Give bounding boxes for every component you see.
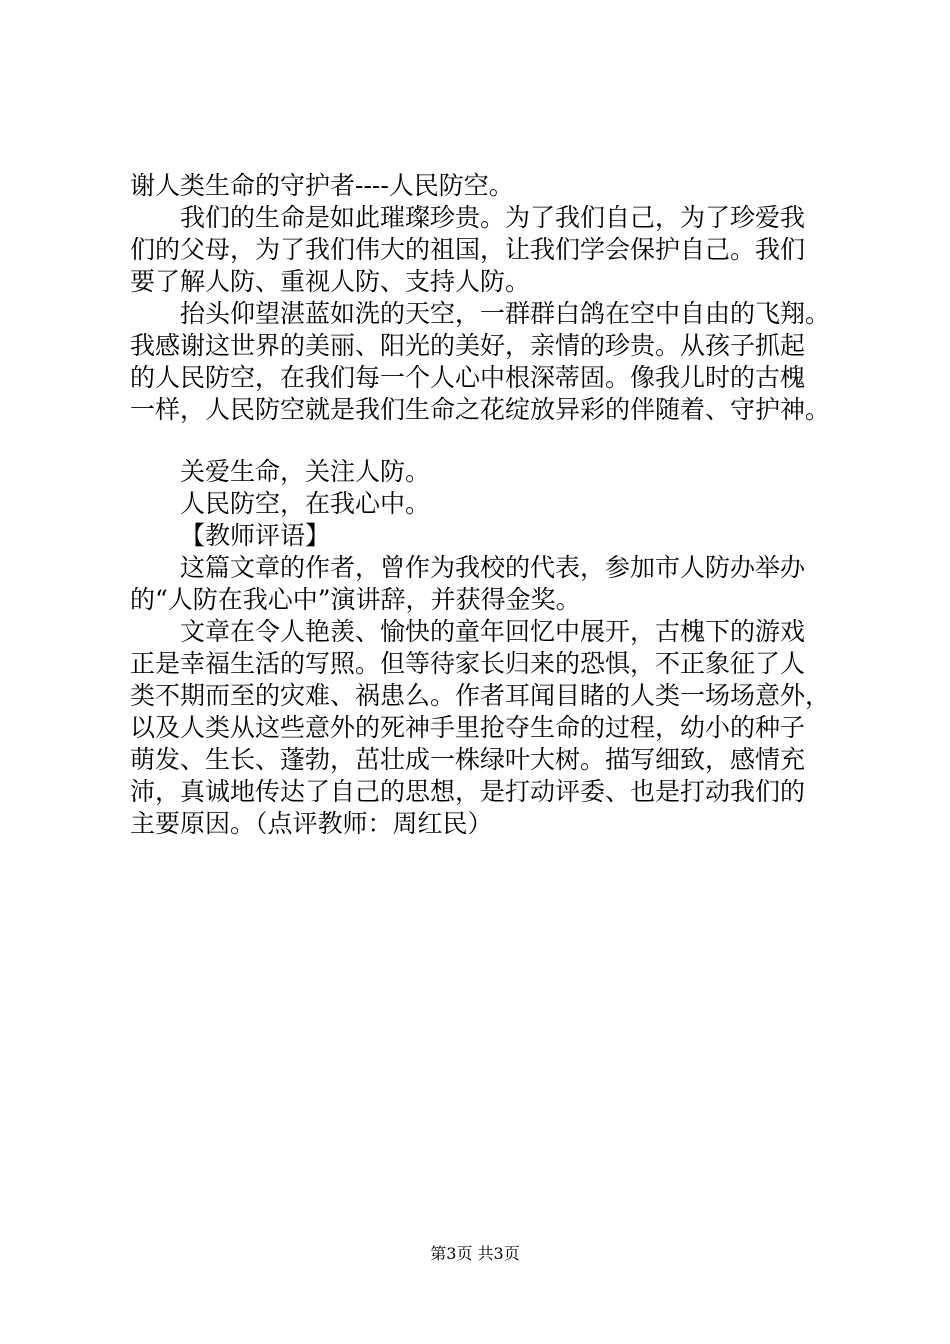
text-line: 一样，人民防空就是我们生命之花绽放异彩的伴随着、守护神。 bbox=[130, 395, 831, 424]
text-line: 的人民防空，在我们每一个人心中根深蒂固。像我儿时的古槐 bbox=[130, 363, 806, 392]
document-body bbox=[130, 170, 830, 840]
text-line: 人民防空，在我心中。 bbox=[180, 489, 431, 518]
text-line: 的“人防在我心中”演讲辞，并获得金奖。 bbox=[130, 585, 581, 614]
text-line: 类不期而至的灾难、祸患么。作者耳闻目睹的人类一场场意外， bbox=[130, 681, 831, 710]
text-line: 主要原因。（点评教师：周红民） bbox=[130, 809, 493, 838]
paragraph-5 bbox=[130, 488, 830, 520]
paragraph-3 bbox=[130, 298, 830, 426]
text-line: 要了解人防、重视人防、支持人防。 bbox=[130, 267, 531, 296]
text-line: 谢人类生命的守护者----人民防空。 bbox=[130, 171, 514, 200]
text-line: 【教师评语】 bbox=[180, 521, 331, 550]
paragraph-7 bbox=[130, 552, 830, 616]
text-line: 文章在令人艳羡、愉快的童年回忆中展开，古槐下的游戏 bbox=[180, 617, 806, 646]
paragraph-8 bbox=[130, 616, 830, 840]
text-line: 沛，真诚地传达了自己的思想，是打动评委、也是打动我们的 bbox=[130, 777, 806, 806]
text-line: 萌发、生长、蓬勃，茁壮成一株绿叶大树。描写细致，感情充 bbox=[130, 745, 806, 774]
text-line: 抬头仰望湛蓝如洗的天空，一群群白鸽在空中自由的飞翔。 bbox=[180, 299, 831, 328]
text-line: 正是幸福生活的写照。但等待家长归来的恐惧，不正象征了人 bbox=[130, 649, 806, 678]
text-line: 我感谢这世界的美丽、阳光的美好，亲情的珍贵。从孩子抓起 bbox=[130, 331, 806, 360]
paragraph-spacer bbox=[130, 426, 830, 456]
text-line: 关爱生命，关注人防。 bbox=[180, 457, 431, 486]
text-line: 以及人类从这些意外的死神手里抢夺生命的过程，幼小的种子 bbox=[130, 713, 806, 742]
page-footer: 第3页 共3页 bbox=[430, 1244, 520, 1263]
text-line: 们的父母，为了我们伟大的祖国，让我们学会保护自己。我们 bbox=[130, 235, 806, 264]
paragraph-2 bbox=[130, 202, 830, 298]
teacher-comment-heading bbox=[130, 520, 830, 552]
text-line: 我们的生命是如此璀璨珍贵。为了我们自己，为了珍爱我 bbox=[180, 203, 806, 232]
paragraph-4 bbox=[130, 456, 830, 488]
paragraph-1 bbox=[130, 170, 830, 202]
text-line: 这篇文章的作者，曾作为我校的代表，参加市人防办举办 bbox=[180, 553, 806, 582]
